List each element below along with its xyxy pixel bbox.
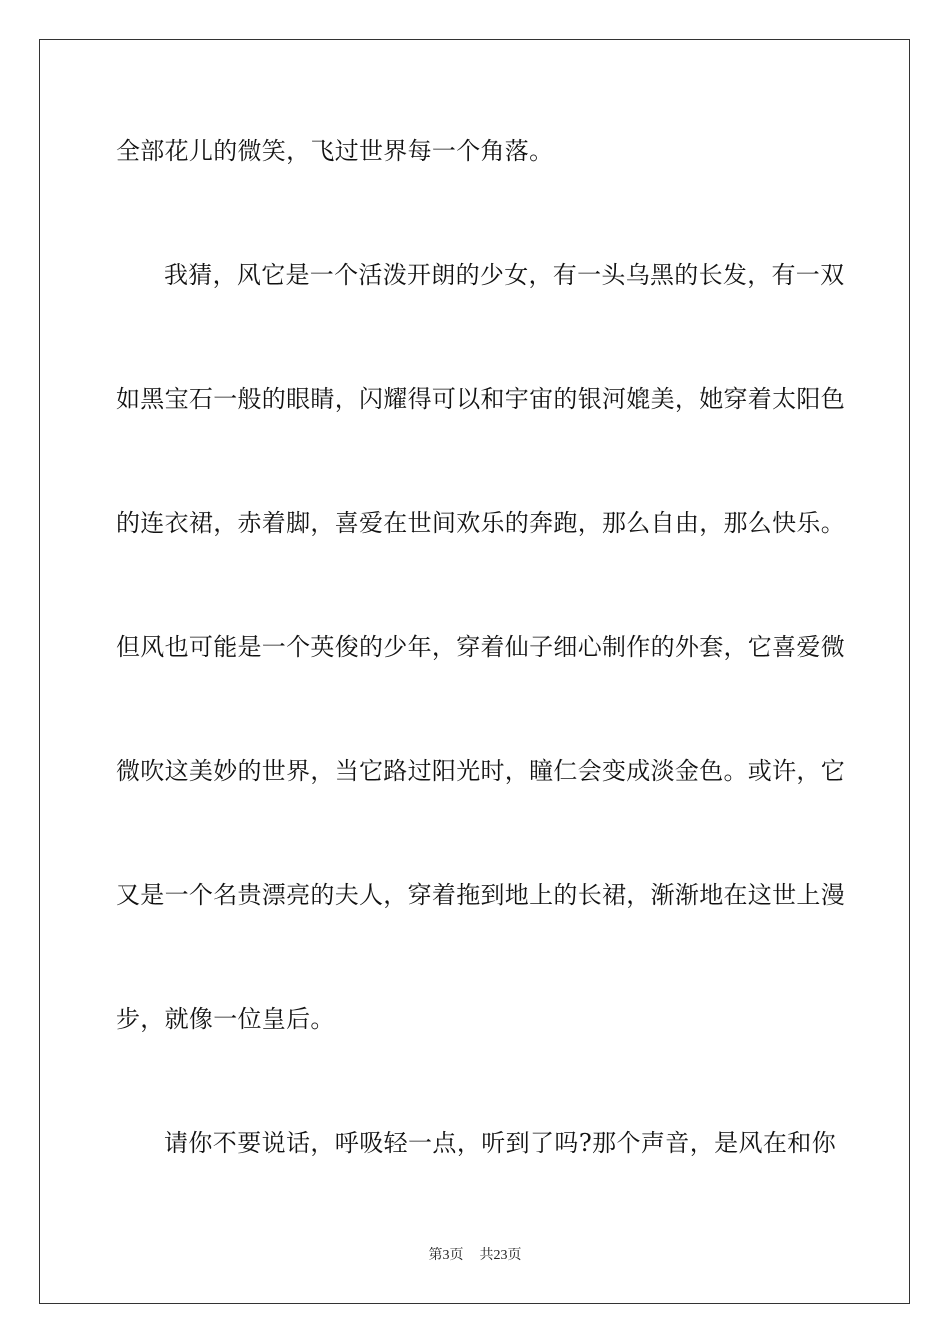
page-number: 第3页 [428,1248,464,1263]
text-line-2: 我猜，风它是一个活泼开朗的少女，有一头乌黑的长发，有一双 [164,261,845,289]
text-line-8: 步，就像一位皇后。 [116,1005,335,1033]
text-line-9: 请你不要说话，呼吸轻一点，听到了吗?那个声音，是风在和你 [164,1129,836,1157]
text-line-6: 微吹这美妙的世界，当它路过阳光时，瞳仁会变成淡金色。或许，它 [116,757,845,785]
text-line-4: 的连衣裙，赤着脚，喜爱在世间欢乐的奔跑，那么自由，那么快乐。 [116,509,845,537]
page-border [39,39,910,1304]
page-footer [0,1247,950,1265]
total-pages: 共23页 [479,1248,522,1263]
text-line-7: 又是一个名贵漂亮的夫人，穿着拖到地上的长裙，渐渐地在这世上漫 [116,881,845,909]
text-line-3: 如黑宝石一般的眼睛，闪耀得可以和宇宙的银河媲美，她穿着太阳色 [116,385,845,413]
text-line-1: 全部花儿的微笑，飞过世界每一个角落。 [116,137,554,165]
text-line-5: 但风也可能是一个英俊的少年，穿着仙子细心制作的外套，它喜爱微 [116,633,845,661]
